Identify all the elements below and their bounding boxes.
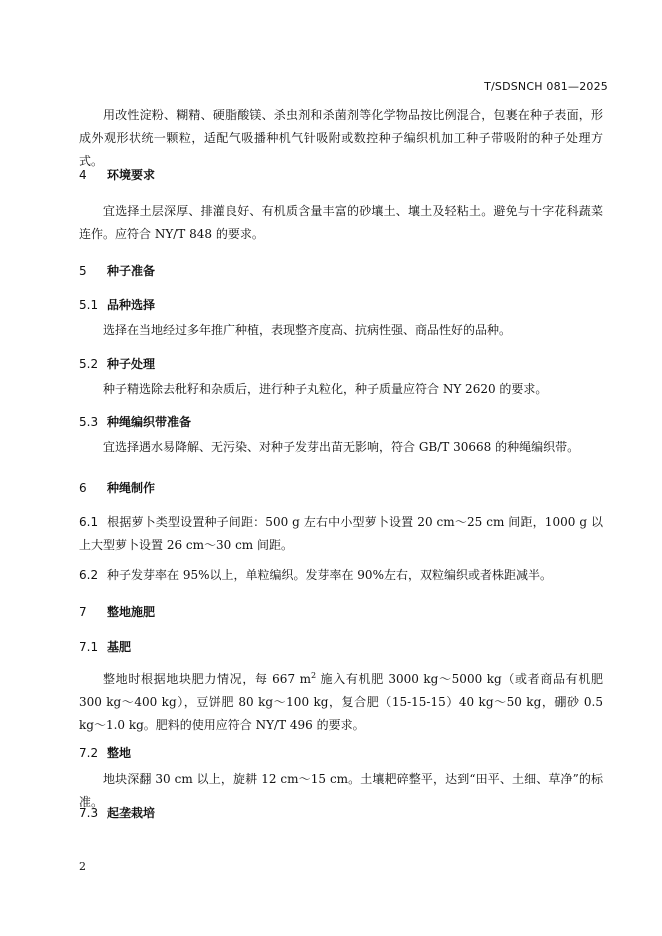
body-text-part1: 整地时根据地块肥力情况，每 667 m — [103, 672, 311, 686]
subsection-heading-5-1 — [79, 296, 155, 313]
section-title: 种子准备 — [107, 264, 156, 278]
subsection-5-1-body: 选择在当地经过多年推广种植，表现整齐度高、抗病性强、商品性好的品种。 — [103, 323, 512, 337]
section-heading-7 — [79, 603, 155, 620]
subsection-number: 7.1 — [79, 640, 99, 654]
subsection-5-2-body: 种子精选除去秕籽和杂质后，进行种子丸粒化，种子质量应符合 NY 2620 的要求。 — [103, 382, 548, 396]
section-number: 7 — [79, 605, 87, 619]
section-number: 6 — [79, 481, 87, 495]
subsection-heading-7-1 — [79, 638, 131, 655]
subsection-heading-5-2 — [79, 355, 155, 372]
body-text-part2: 施入有机肥 3000 kg～5000 kg（或者商品有机肥 300 kg～400 kg），豆饼肥 80 kg～100 kg，复合肥（15-15-15）40 kg～50 kg，硼砂 0.5 kg～1.0 kg。肥料的使用应符合 NY/T 496 的要求。 — [79, 672, 603, 732]
subsection-7-2-body: 地块深翻 30 cm 以上，旋耕 12 cm～15 cm。土壤耙碎整平，达到“田平、土细、草净”的标准。 — [79, 772, 603, 809]
section-title: 环境要求 — [107, 168, 156, 182]
subsection-5-3-body: 宜选择遇水易降解、无污染、对种子发芽出苗无影响，符合 GB/T 30668 的种绳编织带。 — [103, 440, 580, 454]
subsection-title: 种绳编织带准备 — [107, 415, 192, 429]
subsection-heading-7-3 — [79, 804, 155, 821]
subsection-title: 品种选择 — [107, 298, 156, 312]
subsection-heading-5-3 — [79, 413, 191, 430]
subsection-title: 起垄栽培 — [107, 806, 156, 820]
subsection-title: 整地 — [107, 746, 132, 760]
clause-text: 根据萝卜类型设置种子间距：500 g 左右中小型萝卜设置 20 cm～25 cm 间距，1000 g 以上大型萝卜设置 26 cm～30 cm 间距。 — [79, 515, 603, 552]
subsection-number: 5.2 — [79, 357, 99, 371]
clause-6-2 — [79, 564, 603, 587]
subsection-number: 7.3 — [79, 806, 99, 820]
subsection-number: 7.2 — [79, 746, 99, 760]
section-heading-4 — [79, 166, 155, 183]
intro-paragraph: 用改性淀粉、糊精、硬脂酸镁、杀虫剂和杀菌剂等化学物品按比例混合，包裹在种子表面，形成外观形状统一颗粒，适配气吸播种机气针吸附或数控种子编织机加工种子带吸附的种子处理方式。 — [79, 108, 603, 168]
section-4-body: 宜选择土层深厚、排灌良好、有机质含量丰富的砂壤土、壤土及轻粘土。避免与十字花科蔬菜连作。应符合 NY/T 848 的要求。 — [79, 204, 603, 241]
document-code: T/SDSNCH 081—2025 — [484, 80, 608, 93]
clause-number: 6.2 — [79, 568, 99, 582]
section-number: 4 — [79, 168, 87, 182]
subsection-7-1-body — [79, 664, 603, 737]
page-number: 2 — [79, 860, 86, 873]
subsection-number: 5.3 — [79, 415, 99, 429]
section-title: 种绳制作 — [107, 481, 156, 495]
section-title: 整地施肥 — [107, 605, 156, 619]
subsection-heading-7-2 — [79, 744, 131, 761]
subsection-number: 5.1 — [79, 298, 99, 312]
clause-number: 6.1 — [79, 515, 99, 529]
subsection-title: 基肥 — [107, 640, 132, 654]
superscript: 2 — [310, 671, 317, 680]
section-number: 5 — [79, 264, 87, 278]
section-heading-6 — [79, 479, 155, 496]
section-heading-5 — [79, 262, 155, 279]
clause-6-1 — [79, 511, 603, 557]
clause-text: 种子发芽率在 95%以上，单粒编织。发芽率在 90%左右，双粒编织或者株距减半。 — [107, 568, 552, 582]
subsection-title: 种子处理 — [107, 357, 156, 371]
